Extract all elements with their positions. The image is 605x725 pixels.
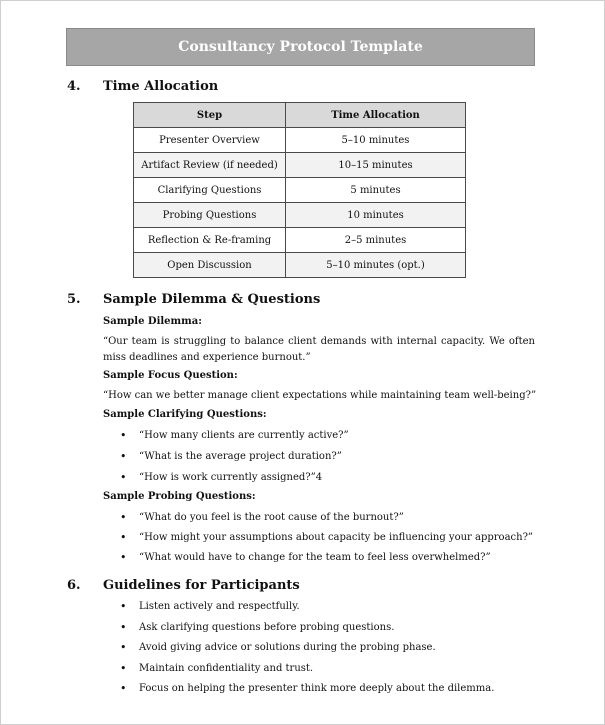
bullet-icon: • bbox=[120, 621, 127, 634]
sample-focus-question-label: Sample Focus Question: bbox=[103, 370, 238, 381]
table-cell-time: 5–10 minutes bbox=[286, 128, 466, 153]
bullet-icon: • bbox=[120, 551, 127, 564]
section-number: 5. bbox=[67, 292, 81, 307]
list-item-text: “How might your assumptions about capacity be influencing your approach?” bbox=[139, 532, 534, 543]
table-cell-step: Artifact Review (if needed) bbox=[134, 153, 286, 178]
document-title: Consultancy Protocol Template bbox=[178, 39, 423, 55]
table-cell-time: 10 minutes bbox=[286, 203, 466, 228]
list-item-text: Maintain confidentiality and trust. bbox=[139, 663, 314, 674]
section-title: Time Allocation bbox=[103, 79, 219, 94]
table-cell-time: 5 minutes bbox=[286, 178, 466, 203]
table-row bbox=[134, 253, 466, 278]
bullet-icon: • bbox=[120, 511, 127, 524]
list-item-text: “What is the average project duration?” bbox=[139, 451, 342, 462]
bullet-icon: • bbox=[120, 641, 127, 654]
table-row bbox=[134, 203, 466, 228]
column-header-time-allocation: Time Allocation bbox=[286, 103, 466, 128]
section-number: 6. bbox=[67, 578, 81, 593]
bullet-icon: • bbox=[120, 450, 127, 463]
table-cell-step: Presenter Overview bbox=[134, 128, 286, 153]
list-item-text: “How is work currently assigned?”4 bbox=[139, 472, 323, 483]
table-row bbox=[134, 128, 466, 153]
table-cell-time: 5–10 minutes (opt.) bbox=[286, 253, 466, 278]
bullet-icon: • bbox=[120, 662, 127, 675]
table-cell-step: Reflection & Re-framing bbox=[134, 228, 286, 253]
section-title: Sample Dilemma & Questions bbox=[103, 292, 321, 307]
table-cell-time: 2–5 minutes bbox=[286, 228, 466, 253]
sample-focus-question-text: “How can we better manage client expectations while maintaining team well-being?” bbox=[103, 390, 537, 401]
list-item-text: Avoid giving advice or solutions during the probing phase. bbox=[139, 642, 436, 653]
section-title: Guidelines for Participants bbox=[103, 578, 300, 593]
section-number: 4. bbox=[67, 79, 81, 94]
sample-dilemma-text: “Our team is struggling to balance client demands with internal capacity. We often miss deadlines and experience burnout.” bbox=[103, 336, 535, 363]
table-cell-step: Open Discussion bbox=[134, 253, 286, 278]
time-allocation-table bbox=[133, 102, 466, 278]
sample-clarifying-questions-label: Sample Clarifying Questions: bbox=[103, 409, 267, 420]
bullet-icon: • bbox=[120, 600, 127, 613]
bullet-icon: • bbox=[120, 682, 127, 695]
bullet-icon: • bbox=[120, 471, 127, 484]
table-cell-step: Probing Questions bbox=[134, 203, 286, 228]
sample-dilemma-label: Sample Dilemma: bbox=[103, 316, 202, 327]
list-item-text: Focus on helping the presenter think more deeply about the dilemma. bbox=[139, 683, 495, 694]
table-row bbox=[134, 153, 466, 178]
table-cell-step: Clarifying Questions bbox=[134, 178, 286, 203]
list-item-text: Listen actively and respectfully. bbox=[139, 601, 300, 612]
list-item-text: “How many clients are currently active?” bbox=[139, 430, 349, 441]
list-item-text: Ask clarifying questions before probing questions. bbox=[139, 622, 395, 633]
list-item-text: “What would have to change for the team to feel less overwhelmed?” bbox=[139, 552, 491, 563]
sample-probing-questions-label: Sample Probing Questions: bbox=[103, 491, 256, 502]
table-header-row bbox=[134, 103, 466, 128]
list-item-text: “What do you feel is the root cause of the burnout?” bbox=[139, 512, 404, 523]
table-cell-time: 10–15 minutes bbox=[286, 153, 466, 178]
document-title-banner bbox=[66, 28, 535, 66]
bullet-icon: • bbox=[120, 429, 127, 442]
bullet-icon: • bbox=[120, 531, 127, 544]
table-row bbox=[134, 228, 466, 253]
table-row bbox=[134, 178, 466, 203]
column-header-step: Step bbox=[134, 103, 286, 128]
